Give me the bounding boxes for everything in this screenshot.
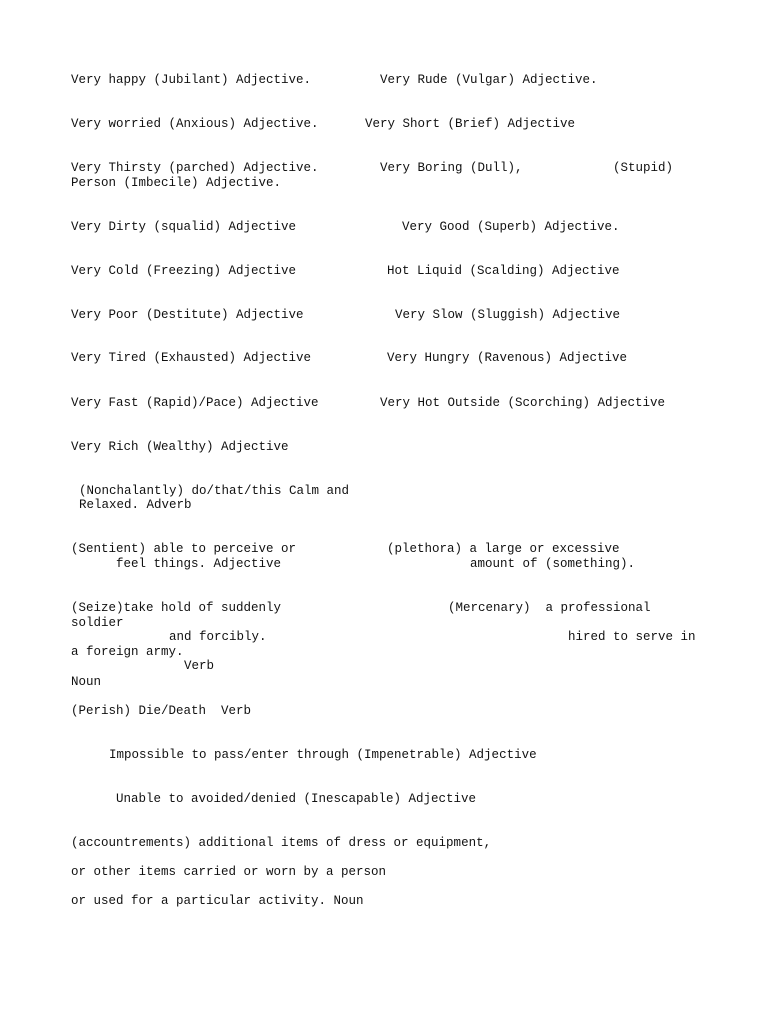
text-line: (Nonchalantly) do/that/this Calm and <box>79 484 350 498</box>
text-line: (Perish) Die/Death Verb <box>71 704 252 718</box>
text-line: Very Poor (Destitute) Adjective <box>71 308 304 322</box>
text-line: Very Hot Outside (Scorching) Adjective <box>380 396 666 410</box>
text-line: a foreign army. <box>71 645 184 659</box>
text-line: Very Thirsty (parched) Adjective. <box>71 161 319 175</box>
text-line: and forcibly. <box>169 630 267 644</box>
text-line: (plethora) a large or excessive <box>387 542 620 556</box>
text-line: Very Hungry (Ravenous) Adjective <box>387 351 628 365</box>
text-line: (Mercenary) a professional <box>448 601 651 615</box>
text-line: or other items carried or worn by a person <box>71 865 387 879</box>
text-line: Verb <box>184 659 215 673</box>
text-line: Very Fast (Rapid)/Pace) Adjective <box>71 396 319 410</box>
text-line: Very Slow (Sluggish) Adjective <box>395 308 621 322</box>
text-line: Person (Imbecile) Adjective. <box>71 176 282 190</box>
text-line: Very happy (Jubilant) Adjective. <box>71 73 312 87</box>
text-line: or used for a particular activity. Noun <box>71 894 364 908</box>
text-line: Very Cold (Freezing) Adjective <box>71 264 297 278</box>
text-line: soldier <box>71 616 124 630</box>
text-line: (Stupid) <box>613 161 674 175</box>
text-line: (accountrements) additional items of dress or equipment, <box>71 836 492 850</box>
text-line: Very Dirty (squalid) Adjective <box>71 220 297 234</box>
text-line: Very Good (Superb) Adjective. <box>402 220 620 234</box>
text-line: (Seize)take hold of suddenly <box>71 601 282 615</box>
text-line: Unable to avoided/denied (Inescapable) Adjective <box>116 792 477 806</box>
text-line: Very Short (Brief) Adjective <box>365 117 576 131</box>
text-line: Very Boring (Dull), <box>380 161 523 175</box>
text-line: amount of (something). <box>470 557 636 571</box>
text-line: Hot Liquid (Scalding) Adjective <box>387 264 620 278</box>
text-line: feel things. Adjective <box>116 557 282 571</box>
text-line: hired to serve in <box>568 630 696 644</box>
text-line: Very worried (Anxious) Adjective. <box>71 117 319 131</box>
text-line: Impossible to pass/enter through (Impenetrable) Adjective <box>109 748 537 762</box>
text-line: Very Tired (Exhausted) Adjective <box>71 351 312 365</box>
text-line: (Sentient) able to perceive or <box>71 542 297 556</box>
text-line: Very Rich (Wealthy) Adjective <box>71 440 289 454</box>
text-line: Noun <box>71 675 102 689</box>
text-line: Relaxed. Adverb <box>79 498 192 512</box>
text-line: Very Rude (Vulgar) Adjective. <box>380 73 598 87</box>
